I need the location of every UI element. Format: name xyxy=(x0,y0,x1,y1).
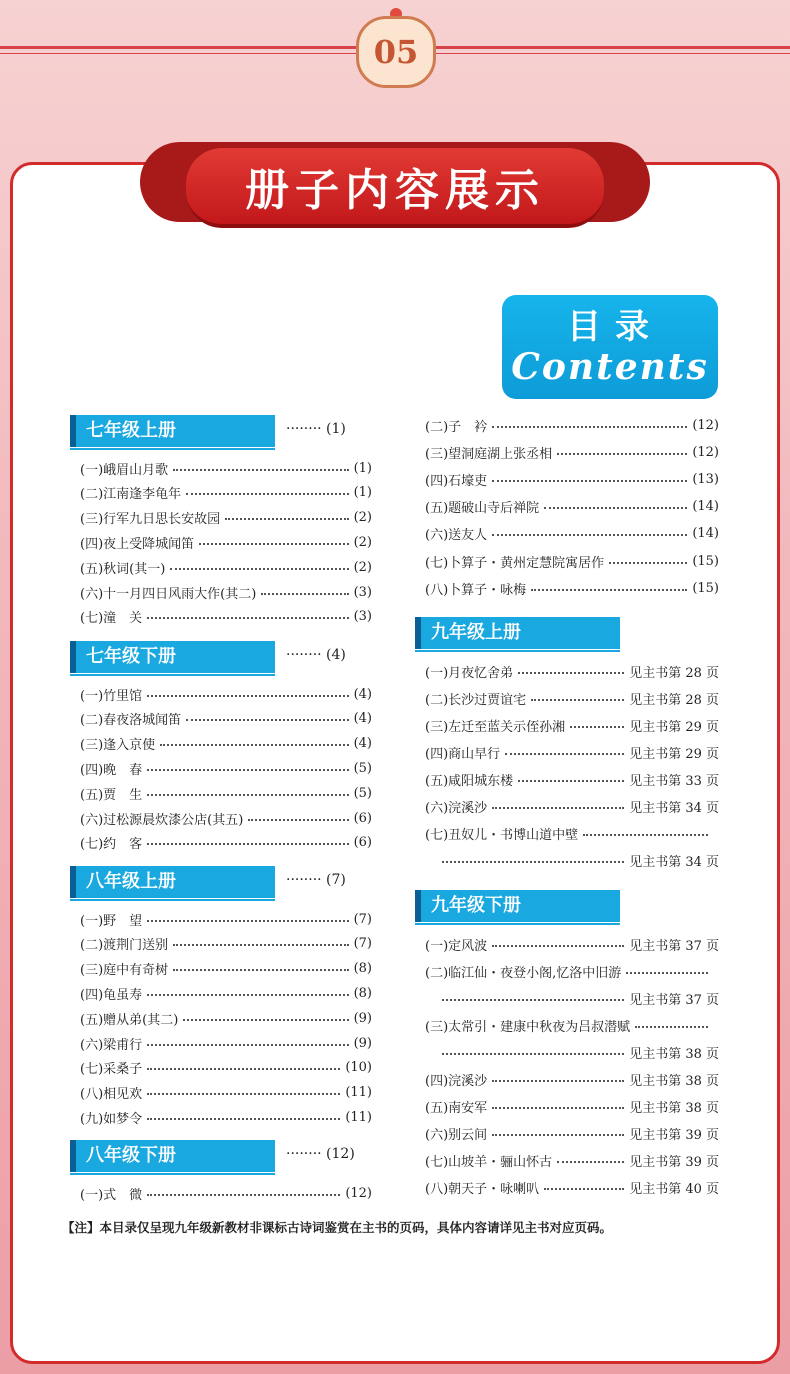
toc-entry xyxy=(425,768,719,790)
toc-leader-dots xyxy=(492,419,687,428)
toc-entry xyxy=(425,687,719,709)
toc-entry xyxy=(425,960,713,982)
toc-entry-page: (9) xyxy=(353,1010,372,1026)
toc-entry-page: 见主书第 39 页 xyxy=(629,1155,719,1171)
toc-leader-dots xyxy=(492,1127,624,1136)
toc-leader-dots xyxy=(492,800,624,809)
toc-leader-dots xyxy=(160,737,348,746)
toc-leader-dots xyxy=(147,1086,340,1095)
toc-entry xyxy=(425,414,719,436)
footnote: 【注】本目录仅呈现九年级新教材非课标古诗词鉴赏在主书的页码，具体内容请详见主书对应页码。 xyxy=(62,1220,613,1235)
toc-entry-title: (四)石壕吏 xyxy=(425,473,488,489)
toc-leader-dots xyxy=(557,1154,624,1163)
toc-leader-dots xyxy=(518,773,624,782)
toc-leader-dots xyxy=(248,812,348,821)
toc-entry-page: (10) xyxy=(345,1060,372,1076)
toc-entry-title: (四)浣溪沙 xyxy=(425,1074,488,1089)
grade-header-page: ········ (1) xyxy=(286,421,346,437)
toc-leader-dots xyxy=(186,712,348,721)
toc-entry-page: (2) xyxy=(353,559,372,575)
toc-entry xyxy=(80,958,372,980)
toc-entry-page: (12) xyxy=(345,1185,372,1201)
toc-entry-title: (一)峨眉山月歌 xyxy=(80,462,169,478)
toc-entry-title: (五)南安军 xyxy=(425,1101,488,1117)
toc-entry xyxy=(425,496,719,518)
toc-entry-page: (14) xyxy=(692,526,719,542)
toc-entry xyxy=(80,531,372,553)
toc-leader-dots xyxy=(147,987,348,996)
toc-entry-title: (二)子 衿 xyxy=(425,419,488,435)
toc-entry-title: (四)龟虽寿 xyxy=(80,987,143,1003)
toc-leader-dots xyxy=(583,827,708,836)
toc-entry xyxy=(425,823,713,845)
toc-entry-page: 见主书第 37 页 xyxy=(629,992,719,1008)
toc-entry-title: (四)商山早行 xyxy=(425,746,501,762)
toc-entry-title: (三)太常引・建康中秋夜为吕叔潜赋 xyxy=(425,1019,631,1035)
toc-leader-dots xyxy=(147,688,348,697)
toc-entry xyxy=(80,1082,372,1104)
toc-leader-dots xyxy=(442,1046,624,1055)
toc-entry-title: (七)采桑子 xyxy=(80,1062,143,1078)
toc-entry-page: 见主书第 39 页 xyxy=(629,1128,719,1144)
toc-entry-title: (六)过松源晨炊漆公店(其五) xyxy=(80,812,244,828)
toc-entry-page: (4) xyxy=(353,736,372,752)
toc-entry-page: (11) xyxy=(345,1085,372,1101)
toc-leader-dots xyxy=(186,486,348,495)
toc-entry-page: 见主书第 38 页 xyxy=(629,1074,719,1089)
toc-entry-title: (一)野 望 xyxy=(80,913,143,929)
toc-entry xyxy=(425,796,719,818)
toc-entry-page: 见主书第 28 页 xyxy=(629,665,719,681)
toc-entry-page: (6) xyxy=(353,835,372,851)
toc-entry-title: (九)如梦令 xyxy=(80,1111,143,1127)
toc-leader-dots xyxy=(442,854,624,863)
toc-entry-title: (七)山坡羊・骊山怀古 xyxy=(425,1155,553,1171)
toc-leader-dots xyxy=(147,762,348,771)
toc-entry xyxy=(425,441,719,463)
toc-leader-dots xyxy=(505,746,624,755)
toc-leader-dots xyxy=(531,692,624,701)
toc-entry-title: (三)望洞庭湖上张丞相 xyxy=(425,446,553,462)
toc-entry-title: (四)夜上受降城闻笛 xyxy=(80,536,195,552)
toc-entry xyxy=(425,933,719,955)
grade-header-underline xyxy=(415,923,620,925)
toc-entry-page: (12) xyxy=(692,417,719,433)
toc-entry-page: (8) xyxy=(353,961,372,977)
toc-entry-page: (9) xyxy=(353,1035,372,1051)
toc-entry xyxy=(80,832,372,854)
toc-entry xyxy=(80,733,372,755)
toc-entry-title: (六)十一月四日风雨大作(其二) xyxy=(80,586,257,602)
toc-entry xyxy=(437,850,719,872)
toc-entry-title: (五)赠从弟(其二) xyxy=(80,1012,179,1028)
grade-header-underline xyxy=(415,650,620,652)
toc-entry xyxy=(425,523,719,545)
toc-entry xyxy=(425,1177,719,1199)
toc-entry xyxy=(80,782,372,804)
toc-entry-page: (6) xyxy=(353,810,372,826)
toc-entry-title: (四)晚 春 xyxy=(80,762,143,778)
contents-cn: 目录 xyxy=(567,307,663,347)
toc-entry xyxy=(80,708,372,730)
toc-entry xyxy=(80,807,372,829)
grade-header-underline xyxy=(70,448,275,450)
grade-header-page: ········ (7) xyxy=(286,872,346,888)
toc-entry-title: (六)梁甫行 xyxy=(80,1037,143,1053)
toc-entry xyxy=(80,1032,372,1054)
toc-entry xyxy=(437,987,719,1009)
toc-entry-page: (15) xyxy=(692,553,719,569)
toc-entry-title: (三)逢入京使 xyxy=(80,738,156,754)
toc-entry xyxy=(80,683,372,705)
toc-leader-dots xyxy=(173,462,348,471)
toc-entry-title: (五)咸阳城东楼 xyxy=(425,773,514,789)
toc-entry xyxy=(425,1123,719,1145)
page-badge: 05 xyxy=(356,16,436,88)
toc-entry-page: 见主书第 40 页 xyxy=(629,1182,719,1198)
toc-entry xyxy=(80,1057,372,1079)
toc-leader-dots xyxy=(147,610,348,619)
toc-entry xyxy=(80,1007,372,1029)
toc-entry-page: (7) xyxy=(353,911,372,927)
grade-header-page: ········ (12) xyxy=(286,1146,355,1162)
toc-entry xyxy=(80,581,372,603)
toc-leader-dots xyxy=(183,1012,348,1021)
toc-leader-dots xyxy=(626,965,708,974)
toc-entry-page: (13) xyxy=(692,471,719,487)
grade-header-underline xyxy=(70,674,275,676)
toc-leader-dots xyxy=(544,500,687,509)
toc-leader-dots xyxy=(518,665,624,674)
toc-entry-title: (三)庭中有奇树 xyxy=(80,963,169,979)
toc-entry-title: (七)丑奴儿・书博山道中壁 xyxy=(425,828,579,844)
toc-entry-title: (二)长沙过贾谊宅 xyxy=(425,692,527,708)
grade-header-title: 八年级下册 xyxy=(70,1140,275,1172)
toc-entry xyxy=(425,468,719,490)
toc-entry-page: (14) xyxy=(692,499,719,515)
toc-entry-page: (2) xyxy=(353,534,372,550)
toc-entry-title: (七)潼 关 xyxy=(80,611,143,627)
grade-header-title: 八年级上册 xyxy=(70,866,275,898)
toc-entry-page: (1) xyxy=(353,485,372,501)
grade-header-underline xyxy=(70,1173,275,1175)
toc-entry xyxy=(80,908,372,930)
toc-leader-dots xyxy=(147,1037,348,1046)
toc-entry-page: 见主书第 37 页 xyxy=(629,938,719,954)
toc-leader-dots xyxy=(147,836,348,845)
toc-entry-page: (3) xyxy=(353,584,372,600)
toc-leader-dots xyxy=(173,962,348,971)
toc-leader-dots xyxy=(609,555,687,564)
toc-entry-page: 见主书第 28 页 xyxy=(629,692,719,708)
toc-leader-dots xyxy=(635,1019,708,1028)
toc-entry xyxy=(425,550,719,572)
toc-entry-title: (二)春夜洛城闻笛 xyxy=(80,713,182,729)
contents-en: Contents xyxy=(511,346,709,388)
toc-leader-dots xyxy=(147,1187,340,1196)
toc-entry-title: (一)定风波 xyxy=(425,938,488,954)
toc-leader-dots xyxy=(170,561,348,570)
toc-entry xyxy=(437,1041,719,1063)
toc-leader-dots xyxy=(147,1111,340,1120)
toc-leader-dots xyxy=(147,913,348,922)
toc-entry-title: (二)渡荆门送别 xyxy=(80,938,169,954)
toc-leader-dots xyxy=(492,938,624,947)
toc-leader-dots xyxy=(147,787,348,796)
toc-entry xyxy=(425,1069,719,1091)
toc-entry xyxy=(80,982,372,1004)
toc-entry-page: (15) xyxy=(692,580,719,596)
toc-entry-title: (二)江南逢李龟年 xyxy=(80,487,182,503)
toc-leader-dots xyxy=(199,536,348,545)
grade-header-title: 九年级下册 xyxy=(415,890,620,922)
toc-entry-page: (2) xyxy=(353,510,372,526)
toc-entry xyxy=(80,556,372,578)
toc-entry-title: (五)贾 生 xyxy=(80,787,143,803)
toc-entry-page: (5) xyxy=(353,785,372,801)
toc-entry xyxy=(425,1096,719,1118)
toc-entry-title: (六)浣溪沙 xyxy=(425,801,488,816)
toc-entry xyxy=(425,714,719,736)
toc-entry xyxy=(425,660,719,682)
toc-entry xyxy=(80,482,372,504)
toc-entry-page: 见主书第 34 页 xyxy=(629,801,719,816)
toc-entry-title: (八)卜算子・咏梅 xyxy=(425,582,527,598)
toc-entry-page: 见主书第 29 页 xyxy=(629,719,719,735)
toc-leader-dots xyxy=(492,1073,624,1082)
toc-entry-page: (1) xyxy=(353,460,372,476)
grade-header-title: 七年级上册 xyxy=(70,415,275,447)
toc-entry-page: 见主书第 38 页 xyxy=(629,1046,719,1062)
toc-entry xyxy=(425,1150,719,1172)
toc-entry-page: (3) xyxy=(353,609,372,625)
toc-leader-dots xyxy=(531,582,687,591)
toc-entry-page: (4) xyxy=(353,686,372,702)
toc-entry xyxy=(80,457,372,479)
toc-entry xyxy=(80,507,372,529)
toc-entry-title: (七)卜算子・黄州定慧院寓居作 xyxy=(425,555,605,571)
grade-header-title: 七年级下册 xyxy=(70,641,275,673)
toc-entry-title: (六)送友人 xyxy=(425,528,488,544)
toc-leader-dots xyxy=(147,1061,340,1070)
toc-entry xyxy=(425,1014,713,1036)
toc-entry xyxy=(80,757,372,779)
banner-title: 册子内容展示 xyxy=(186,148,604,228)
toc-leader-dots xyxy=(225,511,348,520)
toc-entry-title: (六)别云间 xyxy=(425,1128,488,1144)
toc-entry-page: (4) xyxy=(353,711,372,727)
toc-entry-page: 见主书第 29 页 xyxy=(629,746,719,762)
toc-entry-page: (8) xyxy=(353,985,372,1001)
toc-entry xyxy=(80,1106,372,1128)
toc-entry-title: (三)左迁至蓝关示侄孙湘 xyxy=(425,719,566,735)
toc-leader-dots xyxy=(261,586,348,595)
toc-entry-page: 见主书第 38 页 xyxy=(629,1101,719,1117)
grade-header-title: 九年级上册 xyxy=(415,617,620,649)
toc-leader-dots xyxy=(492,527,687,536)
toc-entry-title: (七)约 客 xyxy=(80,837,143,853)
toc-entry-page: 见主书第 34 页 xyxy=(629,855,719,871)
toc-entry-title: (二)临江仙・夜登小阁,忆洛中旧游 xyxy=(425,965,622,981)
toc-entry-page: (7) xyxy=(353,936,372,952)
toc-entry-title: (八)相见欢 xyxy=(80,1087,143,1103)
toc-entry-page: (12) xyxy=(692,444,719,460)
toc-entry-title: (一)月夜忆舍弟 xyxy=(425,665,514,681)
toc-leader-dots xyxy=(570,719,624,728)
toc-entry-title: (三)行军九日思长安故园 xyxy=(80,512,221,528)
grade-header-underline xyxy=(70,899,275,901)
toc-entry xyxy=(425,741,719,763)
toc-leader-dots xyxy=(557,446,687,455)
toc-leader-dots xyxy=(492,473,687,482)
toc-entry-page: 见主书第 33 页 xyxy=(629,773,719,789)
toc-entry xyxy=(425,577,719,599)
toc-entry-title: (八)朝天子・咏喇叭 xyxy=(425,1182,540,1198)
toc-entry-title: (一)式 微 xyxy=(80,1187,143,1203)
toc-entry-page: (5) xyxy=(353,760,372,776)
contents-label xyxy=(502,295,718,399)
toc-leader-dots xyxy=(442,992,624,1001)
grade-header-page: ········ (4) xyxy=(286,647,346,663)
toc-entry-title: (五)题破山寺后禅院 xyxy=(425,501,540,517)
toc-entry-page: (11) xyxy=(345,1109,372,1125)
toc-leader-dots xyxy=(544,1181,624,1190)
toc-entry xyxy=(80,1182,372,1204)
toc-entry xyxy=(80,606,372,628)
toc-entry-title: (五)秋词(其一) xyxy=(80,561,166,577)
toc-leader-dots xyxy=(492,1100,624,1109)
toc-entry xyxy=(80,933,372,955)
toc-entry-title: (一)竹里馆 xyxy=(80,688,143,704)
toc-leader-dots xyxy=(173,937,348,946)
